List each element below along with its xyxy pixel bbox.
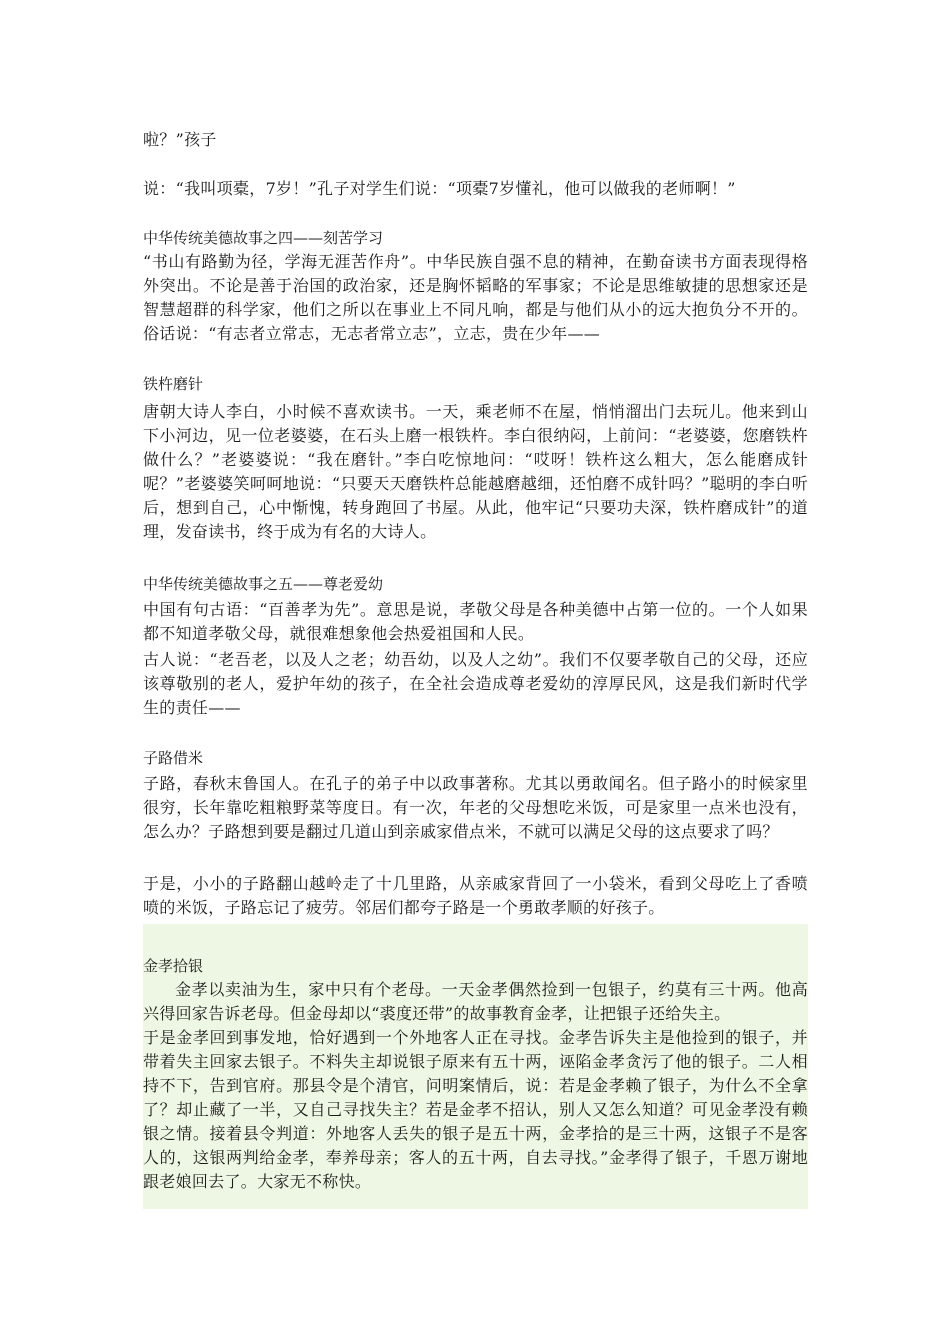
section-four-title: 中华传统美德故事之四——刻苦学习: [143, 229, 384, 247]
section-five-body-2: 古人说：“老吾老，以及人之老；幼吾幼，以及人之幼”。我们不仅要孝敬自己的父母，还应该尊敬别的老人，爱护年幼的孩子，在全社会造成尊老爱幼的淳厚民风，这是我们新时代学生的责任——: [143, 650, 808, 717]
story-zilu-body-2: 于是，小小的子路翻山越岭走了十几里路，从亲戚家背回了一小袋米，看到父母吃上了香喷喷的米饭，子路忘记了疲劳。邻居们都夸子路是一个勇敢孝顺的好孩子。: [143, 874, 808, 917]
story-jinxiao-box: [143, 924, 808, 1209]
section-five-title: 中华传统美德故事之五——尊老爱幼: [143, 575, 384, 593]
paragraph-intro-tail: 啦？”孩子: [143, 130, 217, 149]
section-four-body: “书山有路勤为径，学海无涯苦作舟”。中华民族自强不息的精神，在勤奋读书方面表现得格外突出。不论是善于治国的政治家，还是胸怀韬略的军事家；不论是思维敏捷的思想家还是智慧超群的科学家，他们之所以在事业上不同凡响，都是与他们从小的远大抱负分不开的。俗话说：“有志者立常志，无志者常立志”，立志，贵在少年——: [143, 252, 808, 343]
section-five-body-1: 中国有句古语：“百善孝为先”。意思是说，孝敬父母是各种美德中占第一位的。一个人如果都不知道孝敬父母，就很难想象他会热爱祖国和人民。: [143, 600, 808, 643]
story-jinxiao-body-1: 金孝以卖油为生，家中只有个老母。一天金孝偶然捡到一包银子，约莫有三十两。他高兴得回家告诉老母。但金母却以“裘度还带”的故事教育金孝，让把银子还给失主。: [143, 980, 808, 1023]
story-jinxiao-title: 金孝拾银: [143, 957, 204, 975]
story-zilu-body-1: 子路，春秋末鲁国人。在孔子的弟子中以政事著称。尤其以勇敢闻名。但子路小的时候家里很穷，长年靠吃粗粮野菜等度日。有一次，年老的父母想吃米饭，可是家里一点米也没有，怎么办？子路想到要是翻过几道山到亲戚家借点米，不就可以满足父母的这点要求了吗？: [143, 774, 808, 841]
story-iron-pestle-title: 铁杵磨针: [143, 375, 204, 393]
story-iron-pestle-body: 唐朝大诗人李白，小时候不喜欢读书。一天，乘老师不在屋，悄悄溜出门去玩儿。他来到山下小河边，见一位老婆婆，在石头上磨一根铁杵。李白很纳闷，上前问：“老婆婆，您磨铁杵做什么？”老婆婆说：“我在磨针。”李白吃惊地问：“哎呀！铁杵这么粗大，怎么能磨成针呢？”老婆婆笑呵呵地说：“只要天天磨铁杵总能越磨越细，还怕磨不成针吗？”聪明的李白听后，想到自己，心中惭愧，转身跑回了书屋。从此，他牢记“只要功夫深，铁杵磨成针”的道理，发奋读书，终于成为有名的大诗人。: [143, 402, 808, 541]
story-jinxiao-body-2: 于是金孝回到事发地，恰好遇到一个外地客人正在寻找。金孝告诉失主是他捡到的银子，并带着失主回家去银子。不料失主却说银子原来有五十两，诬陷金孝贪污了他的银子。二人相持不下，告到官府。那县令是个清官，问明案情后，说：若是金孝赖了银子，为什么不全拿了？却止藏了一半，又自己寻找失主？若是金孝不招认，别人又怎么知道？可见金孝没有赖银之情。接着县令判道：外地客人丢失的银子是五十两，金孝拾的是三十两，这银子不是客人的，这银两判给金孝，奉养母亲；客人的五十两，自去寻找。”金孝得了银子，千恩万谢地跟老娘回去了。大家无不称快。: [143, 1028, 808, 1191]
story-zilu-title: 子路借米: [143, 749, 204, 767]
paragraph-xiangtuo: 说：“我叫项橐，7岁！”孔子对学生们说：“项橐7岁懂礼，他可以做我的老师啊！”: [143, 179, 736, 198]
